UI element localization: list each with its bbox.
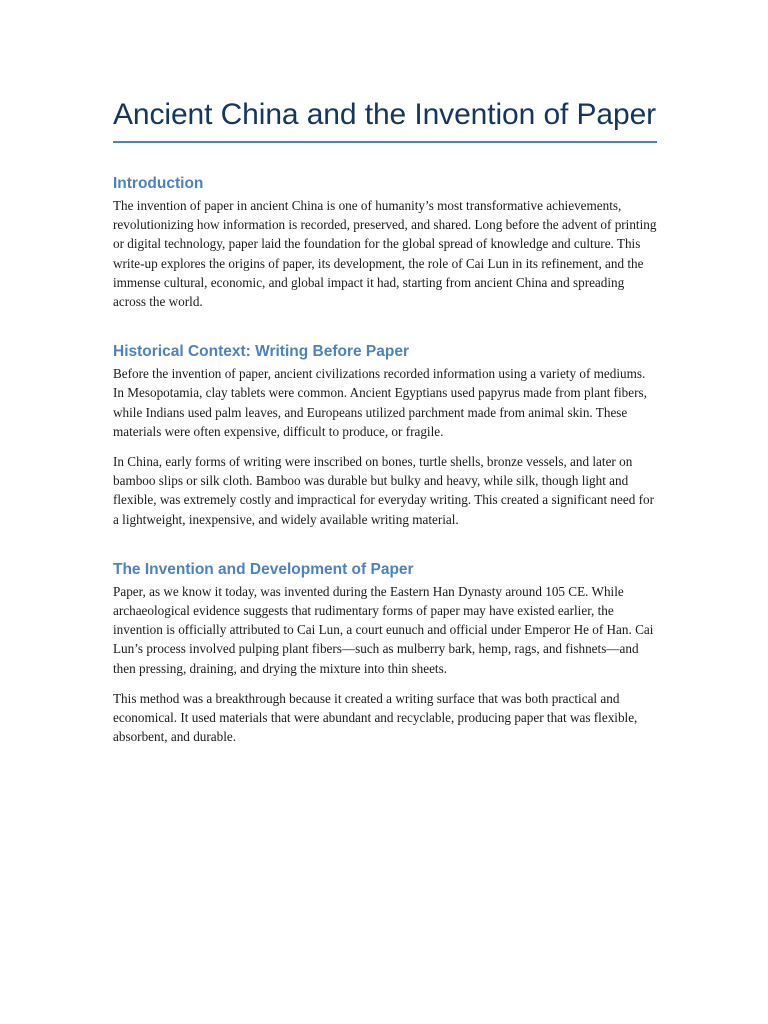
document-body xyxy=(113,94,657,757)
section-heading-historical-context: Historical Context: Writing Before Paper xyxy=(113,343,409,361)
paragraph: The invention of paper in ancient China is one of humanity’s most transformative achievements, revolutionizing how information is recorded, preserved, and shared. Long before the advent of printing or digital technology, paper laid the foundation for the global spread of knowledge and culture. This write-up explores the origins of paper, its development, the role of Cai Lun in its refinement, and the immense cultural, economic, and global impact it had, starting from ancient China and spreading across the world. xyxy=(113,198,657,310)
section-historical-context xyxy=(113,342,657,529)
section-invention-development xyxy=(113,560,657,747)
paragraph: In China, early forms of writing were inscribed on bones, turtle shells, bronze vessels, and later on bamboo slips or silk cloth. Bamboo was durable but bulky and heavy, while silk, though light and flexible, was extremely costly and impractical for everyday writing. This created a significant need for a lightweight, inexpensive, and widely available writing material. xyxy=(113,454,654,527)
paragraph: Paper, as we know it today, was invented during the Eastern Han Dynasty around 105 CE. While archaeological evidence suggests that rudimentary forms of paper may have existed earlier, the invention is officially attributed to Cai Lun, a court eunuch and official under Emperor He of Han. Cai Lun’s process involved pulping plant fibers—such as mulberry bark, hemp, rags, and fishnets—and then pressing, draining, and drying the mixture into thin sheets. xyxy=(113,583,654,676)
paragraph: Before the invention of paper, ancient civilizations recorded information using a variety of mediums. In Mesopotamia, clay tablets were common. Ancient Egyptians used papyrus made from plant fibers, while Indians used palm leaves, and Europeans utilized parchment made from animal skin. These materials were often expensive, difficult to produce, or fragile. xyxy=(113,366,647,439)
paragraph: This method was a breakthrough because it created a writing surface that was both practical and economical. It used materials that were abundant and recyclable, producing paper that was flexible, absorbent, and durable. xyxy=(113,690,638,745)
section-heading-introduction: Introduction xyxy=(113,175,204,192)
document-title: Ancient China and the Invention of Paper xyxy=(113,94,657,143)
section-heading-invention-development: The Invention and Development of Paper xyxy=(113,560,414,578)
section-introduction xyxy=(113,174,657,311)
